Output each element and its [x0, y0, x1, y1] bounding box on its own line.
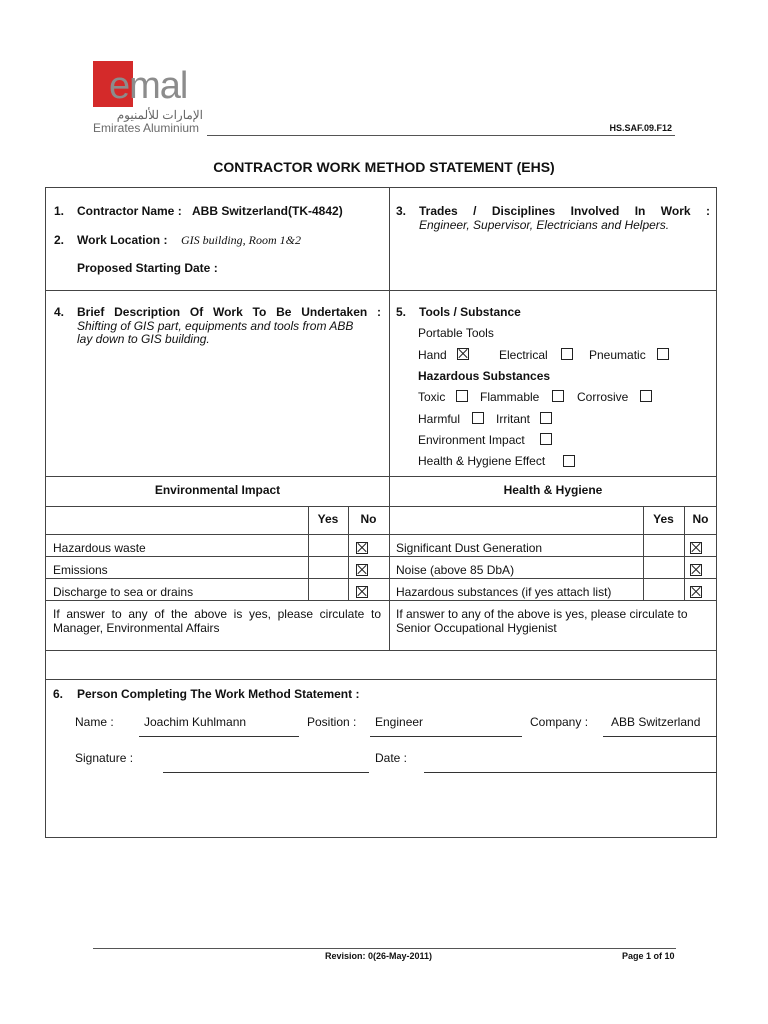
item-number: 3. — [396, 204, 407, 218]
signature-field[interactable] — [163, 772, 369, 773]
contractor-name-value: ABB Switzerland(TK-4842) — [192, 204, 343, 218]
work-description-line: Shifting of GIS part, equipments and tools from ABB — [77, 319, 354, 333]
harmful-checkbox[interactable] — [472, 412, 484, 424]
date-field[interactable] — [424, 772, 717, 773]
env-circulate-recipient: Manager, Environmental Affairs — [53, 621, 220, 635]
item-number: 2. — [54, 233, 65, 247]
divider — [46, 290, 716, 291]
env-yes-header: Yes — [317, 512, 339, 526]
health-hygiene-heading: Health & Hygiene — [503, 483, 603, 497]
signature-label: Signature : — [75, 751, 134, 765]
name-value: Joachim Kuhlmann — [144, 715, 247, 729]
footer-rule — [93, 948, 676, 949]
hh-circulate-recipient: Senior Occupational Hygienist — [396, 621, 557, 635]
electrical-checkbox[interactable] — [561, 348, 573, 360]
corrosive-label: Corrosive — [577, 390, 629, 404]
logo-english-text: Emirates Aluminium — [93, 121, 200, 135]
env-no-checkbox[interactable] — [356, 542, 368, 554]
divider — [46, 534, 716, 535]
hand-label: Hand — [418, 348, 447, 362]
company-label: Company : — [530, 715, 589, 729]
position-value: Engineer — [375, 715, 424, 729]
hh-yes-header: Yes — [653, 512, 674, 526]
name-underline — [139, 736, 299, 737]
env-no-checkbox[interactable] — [356, 586, 368, 598]
item-number: 6. — [53, 687, 64, 701]
env-row-label: Hazardous waste — [53, 541, 146, 555]
harmful-label: Harmful — [418, 412, 461, 426]
environment-impact-checkbox[interactable] — [540, 433, 552, 445]
env-no-checkbox[interactable] — [356, 564, 368, 576]
name-label: Name : — [75, 715, 114, 729]
health-hygiene-effect-label: Health & Hygiene Effect — [418, 454, 546, 468]
env-row-label: Emissions — [53, 563, 108, 577]
divider — [46, 556, 716, 557]
toxic-checkbox[interactable] — [456, 390, 468, 402]
hh-no-checkbox[interactable] — [690, 564, 702, 576]
divider — [46, 600, 716, 601]
header-rule — [207, 135, 675, 136]
irritant-label: Irritant — [496, 412, 531, 426]
env-circulate-note: If answer to any of the above is yes, please circulate to — [53, 607, 381, 621]
hh-no-header: No — [692, 512, 709, 526]
environmental-impact-heading: Environmental Impact — [154, 483, 281, 497]
hh-row-label: Noise (above 85 DbA) — [396, 563, 515, 577]
hazardous-substances-label: Hazardous Substances — [418, 369, 551, 383]
company-value: ABB Switzerland — [611, 715, 701, 729]
flammable-label: Flammable — [480, 390, 540, 404]
logo-wordmark: emal — [109, 65, 188, 107]
work-description-line: lay down to GIS building. — [77, 332, 210, 346]
pneumatic-label: Pneumatic — [589, 348, 646, 362]
hh-circulate-note: If answer to any of the above is yes, please circulate to — [396, 607, 688, 621]
logo-arabic-text: الإمارات للألمنيوم — [116, 108, 203, 122]
divider — [46, 506, 716, 507]
item-number: 4. — [54, 305, 65, 319]
pneumatic-checkbox[interactable] — [657, 348, 669, 360]
flammable-checkbox[interactable] — [552, 390, 564, 402]
env-no-header: No — [360, 512, 377, 526]
trades-label: Trades / Disciplines Involved In Work : — [419, 204, 710, 218]
divider — [46, 679, 716, 680]
starting-date-label: Proposed Starting Date : — [77, 261, 218, 275]
center-divider — [389, 188, 390, 650]
position-label: Position : — [307, 715, 357, 729]
divider — [46, 476, 716, 477]
hand-checkbox[interactable] — [457, 348, 469, 360]
page-title: CONTRACTOR WORK METHOD STATEMENT (EHS) — [213, 159, 555, 175]
hh-row-label: Hazardous substances (if yes attach list) — [396, 585, 612, 599]
document-reference: HS.SAF.09.F12 — [609, 123, 672, 133]
environment-impact-label: Environment Impact — [418, 433, 525, 447]
toxic-label: Toxic — [418, 390, 446, 404]
work-description-label: Brief Description Of Work To Be Undertaken : — [77, 305, 381, 319]
position-underline — [370, 736, 522, 737]
portable-tools-label: Portable Tools — [418, 326, 494, 340]
irritant-checkbox[interactable] — [540, 412, 552, 424]
divider — [46, 650, 716, 651]
tools-label: Tools / Substance — [419, 305, 521, 319]
item-number: 1. — [54, 204, 65, 218]
electrical-label: Electrical — [499, 348, 548, 362]
date-label: Date : — [375, 751, 408, 765]
page-number: Page 1 of 10 — [622, 951, 675, 961]
person-completing-label: Person Completing The Work Method Statement : — [77, 687, 360, 701]
work-location-value: GIS building, Room 1&2 — [181, 233, 301, 247]
company-underline — [603, 736, 717, 737]
hh-no-checkbox[interactable] — [690, 586, 702, 598]
company-logo — [93, 58, 213, 138]
health-hygiene-effect-checkbox[interactable] — [563, 455, 575, 467]
corrosive-checkbox[interactable] — [640, 390, 652, 402]
contractor-name-label: Contractor Name : — [77, 204, 182, 218]
divider — [46, 578, 716, 579]
trades-value: Engineer, Supervisor, Electricians and Helpers. — [419, 218, 670, 232]
revision-text: Revision: 0(26-May-2011) — [325, 951, 433, 961]
env-row-label: Discharge to sea or drains — [53, 585, 194, 599]
hh-no-checkbox[interactable] — [690, 542, 702, 554]
item-number: 5. — [396, 305, 407, 319]
work-location-label: Work Location : — [77, 233, 168, 247]
hh-row-label: Significant Dust Generation — [396, 541, 543, 555]
